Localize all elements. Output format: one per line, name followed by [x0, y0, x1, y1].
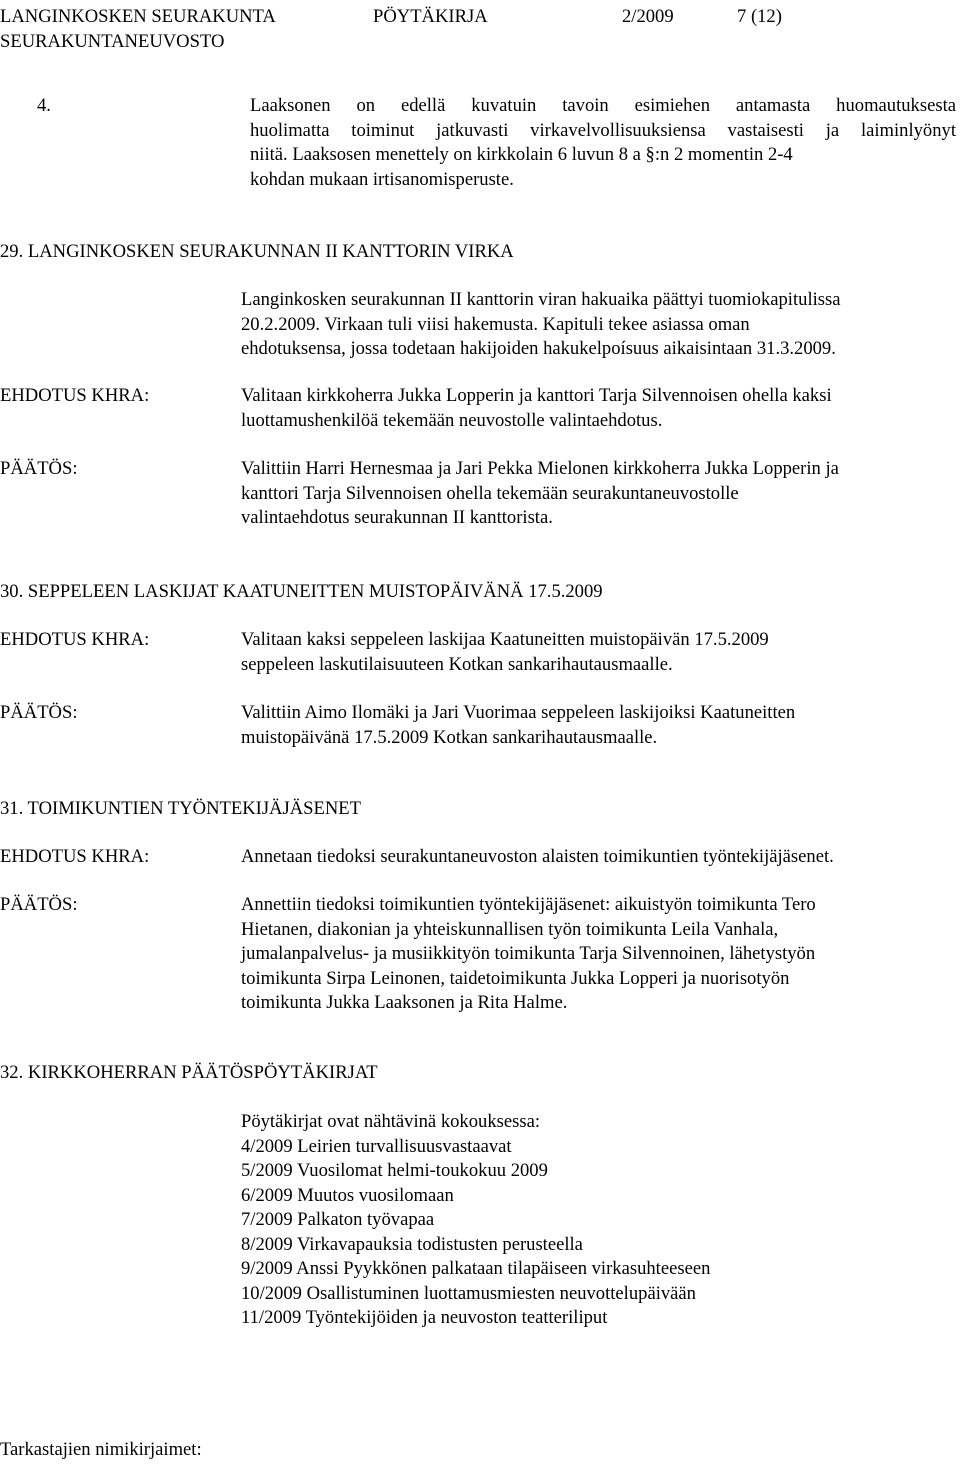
text-line: Valittiin Harri Hernesmaa ja Jari Pekka Mielonen kirkkoherra Jukka Lopperin ja [241, 458, 839, 479]
text-line: Valittiin Aimo Ilomäki ja Jari Vuorimaa seppeleen laskijoiksi Kaatuneitten [241, 702, 796, 723]
section-30-proposal [241, 628, 956, 677]
header-doc-number: 2/2009 [622, 6, 674, 27]
initials-label: Tarkastajien nimikirjaimet: [0, 1439, 202, 1460]
text-line: Langinkosken seurakunnan II kanttorin viran hakuaika päättyi tuomiokapitulissa [241, 289, 841, 310]
text-line: niitä. Laaksosen menettely on kirkkolain 6 luvun 8 a §:n 2 momentin 2-4 [250, 144, 793, 165]
text-line: muistopäivänä 17.5.2009 Kotkan sankarihautausmaalle. [241, 726, 658, 748]
list-item: 6/2009 Muutos vuosilomaan [241, 1184, 454, 1206]
section-31-heading: 31. TOIMIKUNTIEN TYÖNTEKIJÄJÄSENET [0, 798, 361, 819]
section-29-heading: 29. LANGINKOSKEN SEURAKUNNAN II KANTTORIN VIRKA [0, 241, 514, 262]
section-29-proposal [241, 384, 956, 433]
section-29-decision [241, 457, 956, 531]
text-line: Annettiin tiedoksi toimikuntien työntekijäjäsenet: aikuistyön toimikunta Tero [241, 894, 816, 915]
item4-text [250, 94, 956, 192]
header-org: LANGINKOSKEN SEURAKUNTA [0, 6, 276, 27]
text-line: luottamushenkilöä tekemään neuvostolle valintaehdotus. [241, 409, 663, 431]
section-29-decision-label: PÄÄTÖS: [0, 458, 78, 479]
header-doc-type: PÖYTÄKIRJA [373, 6, 488, 27]
text-line: toimikunta Jukka Laaksonen ja Rita Halme. [241, 992, 568, 1013]
text-line: Valitaan kaksi seppeleen laskijaa Kaatuneitten muistopäivän 17.5.2009 [241, 629, 769, 650]
section-31-decision [241, 893, 956, 1016]
list-item: 10/2009 Osallistuminen luottamusmiesten neuvottelupäivään [241, 1282, 696, 1304]
header-page: 7 (12) [737, 6, 782, 27]
text-line: kohdan mukaan irtisanomisperuste. [250, 168, 514, 190]
section-29-intro [241, 288, 956, 362]
text-line: Valitaan kirkkoherra Jukka Lopperin ja kanttori Tarja Silvennoisen ohella kaksi [241, 385, 832, 406]
text-line: toimikunta Sirpa Leinonen, taidetoimikunta Jukka Lopperi ja nuorisotyön [241, 967, 790, 989]
section-31-decision-label: PÄÄTÖS: [0, 894, 78, 915]
section-29-proposal-label: EHDOTUS KHRA: [0, 385, 150, 406]
text-line: Annetaan tiedoksi seurakuntaneuvoston alaisten toimikuntien työntekijäjäsenet. [241, 846, 834, 867]
text-line: valintaehdotus seurakunnan II kanttorista. [241, 507, 553, 528]
section-31-proposal-label: EHDOTUS KHRA: [0, 846, 150, 867]
section-32-heading: 32. KIRKKOHERRAN PÄÄTÖSPÖYTÄKIRJAT [0, 1062, 378, 1083]
list-intro: Pöytäkirjat ovat nähtävinä kokouksessa: [241, 1111, 540, 1132]
list-item: 7/2009 Palkaton työvapaa [241, 1209, 435, 1230]
section-32-list [241, 1110, 956, 1331]
text-line: seppeleen laskutilaisuuteen Kotkan sankarihautausmaalle. [241, 653, 673, 675]
section-31-proposal [241, 845, 956, 870]
section-30-decision [241, 701, 956, 750]
list-item: 4/2009 Leirien turvallisuusvastaavat [241, 1135, 512, 1157]
list-item: 11/2009 Työntekijöiden ja neuvoston teatteriliput [241, 1307, 608, 1328]
list-item: 9/2009 Anssi Pyykkönen palkataan tilapäiseen virkasuhteeseen [241, 1258, 711, 1279]
header-body: SEURAKUNTANEUVOSTO [0, 31, 225, 52]
section-30-heading: 30. SEPPELEEN LASKIJAT KAATUNEITTEN MUISTOPÄIVÄNÄ 17.5.2009 [0, 581, 603, 602]
text-line: jumalanpalvelus- ja musiikkityön toimikunta Tarja Silvennoinen, lähetystyön [241, 943, 816, 964]
section-30-proposal-label: EHDOTUS KHRA: [0, 629, 150, 650]
text-line: 20.2.2009. Virkaan tuli viisi hakemusta. Kapituli tekee asiassa oman [241, 313, 750, 335]
text-line: Hietanen, diakonian ja yhteiskunnallisen työn toimikunta Leila Vanhala, [241, 918, 779, 940]
text-line: Laaksonen on edellä kuvatuin tavoin esimiehen antamasta huomautuksesta [250, 95, 956, 116]
text-line: ehdotuksensa, jossa todetaan hakijoiden hakukelpoísuus aikaisintaan 31.3.2009. [241, 338, 836, 359]
section-30-decision-label: PÄÄTÖS: [0, 702, 78, 723]
text-line: kanttori Tarja Silvennoisen ohella tekemään seurakuntaneuvostolle [241, 482, 739, 504]
list-item: 8/2009 Virkavapauksia todistusten perusteella [241, 1233, 583, 1255]
item4-number: 4. [37, 95, 51, 116]
list-item: 5/2009 Vuosilomat helmi-toukokuu 2009 [241, 1160, 548, 1181]
text-line: huolimatta toiminut jatkuvasti virkavelvollisuuksiensa vastaisesti ja laiminlyönyt [250, 119, 956, 141]
